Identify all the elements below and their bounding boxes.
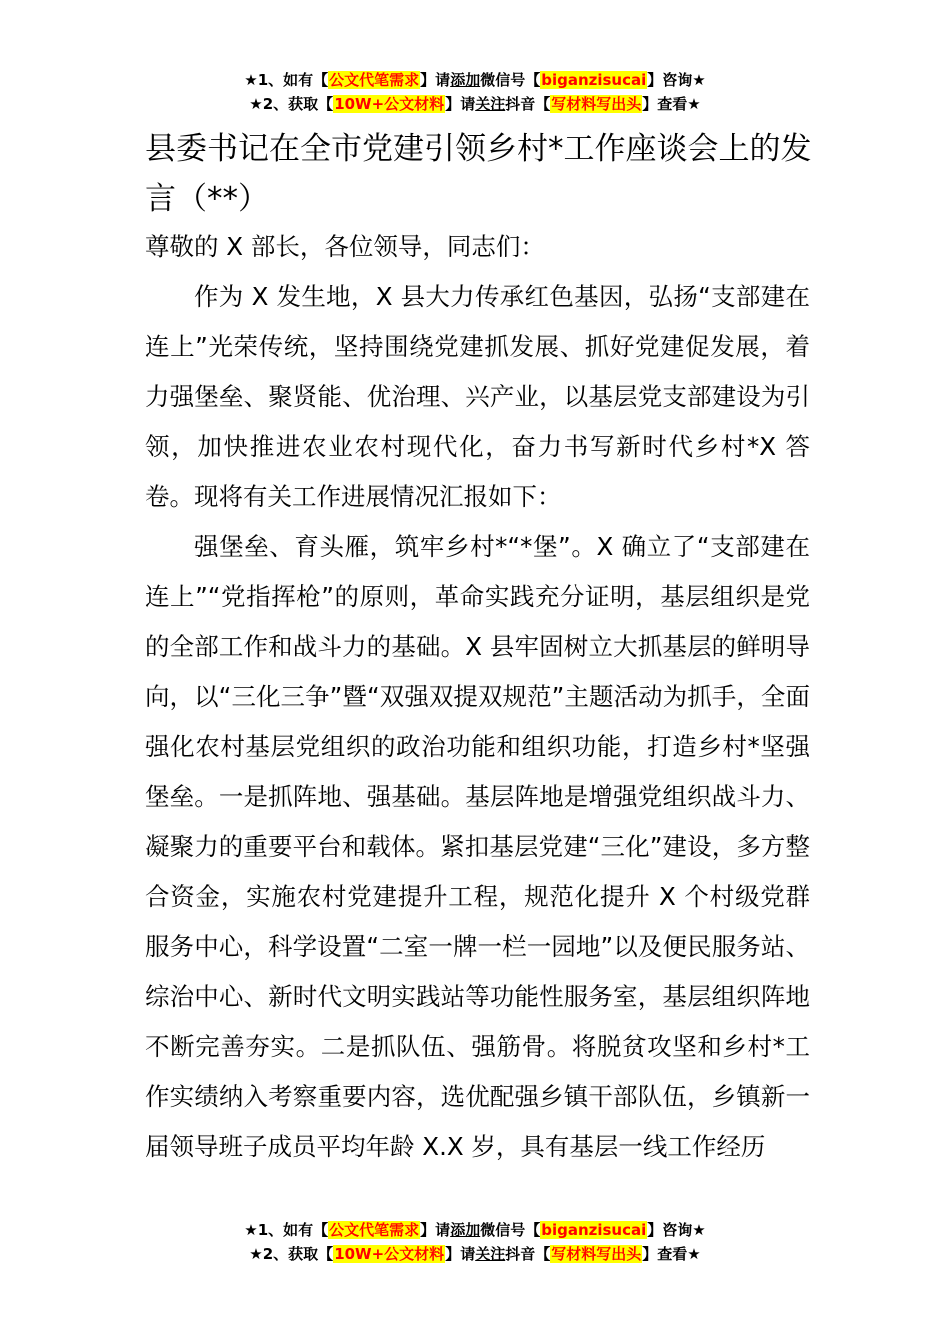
- footer-highlight-materials: 10W+公文材料: [334, 1245, 445, 1263]
- footer-highlight-service: 公文代笔需求: [329, 1221, 420, 1239]
- paragraph-1: 作为 X 发生地，X 县大力传承红色基因，弘扬“支部建在连上”光荣传统，坚持围绕党建抓发展、抓好党建促发展，着力强堡垒、聚贤能、优治理、兴产业，以基层党支部建设为引领，加快推进农业农村现代化，奋力书写新时代乡村*X 答卷。现将有关工作进展情况汇报如下：: [145, 282, 810, 511]
- paragraph-2: 强堡垒、育头雁，筑牢乡村*“*堡”。X 确立了“支部建在连上”“党指挥枪”的原则，革命实践充分证明，基层组织是党的全部工作和战斗力的基础。X 县牢固树立大抓基层的鲜明导向，以“三化三争”暨“双强双提双规范”主题活动为抓手，全面强化农村基层党组织的政治功能和组织功能，打造乡村*坚强堡垒。一是抓阵地、强基础。基层阵地是增强党组织战斗力、凝聚力的重要平台和载体。紧扣基层党建“三化”建设，多方整合资金，实施农村党建提升工程，规范化提升 X 个村级党群服务中心，科学设置“二室一牌一栏一园地”以及便民服务站、综治中心、新时代文明实践站等功能性服务室，基层组织阵地不断完善夯实。二是抓队伍、强筋骨。将脱贫攻坚和乡村*工作实绩纳入考察重要内容，选优配强乡镇干部队伍，乡镇新一届领导班子成员平均年龄 X.X 岁，具有基层一线工作经历: [145, 532, 810, 1161]
- document-title: 县委书记在全市党建引领乡村*工作座谈会上的发言（**）: [145, 131, 812, 217]
- footer-banner: [0, 1218, 950, 1266]
- banner-line-1: ★1、如有【公文代笔需求】请添加微信号【biganzisucai】咨询★: [244, 71, 706, 89]
- document-body: [145, 222, 810, 1172]
- highlight-douyin-id: 写材料写出头: [551, 95, 642, 113]
- footer-line-2: ★2、获取【10W+公文材料】请关注抖音【写材料写出头】查看★: [249, 1245, 701, 1263]
- highlight-wechat-id: biganzisucai: [541, 71, 647, 89]
- salutation: 尊敬的 X 部长，各位领导，同志们：: [145, 232, 545, 261]
- highlight-service: 公文代笔需求: [329, 71, 420, 89]
- highlight-materials: 10W+公文材料: [334, 95, 445, 113]
- header-banner: [0, 68, 950, 116]
- footer-line-1: ★1、如有【公文代笔需求】请添加微信号【biganzisucai】咨询★: [244, 1221, 706, 1239]
- banner-line-2: ★2、获取【10W+公文材料】请关注抖音【写材料写出头】查看★: [249, 95, 701, 113]
- footer-highlight-wechat-id: biganzisucai: [541, 1221, 647, 1239]
- footer-highlight-douyin-id: 写材料写出头: [551, 1245, 642, 1263]
